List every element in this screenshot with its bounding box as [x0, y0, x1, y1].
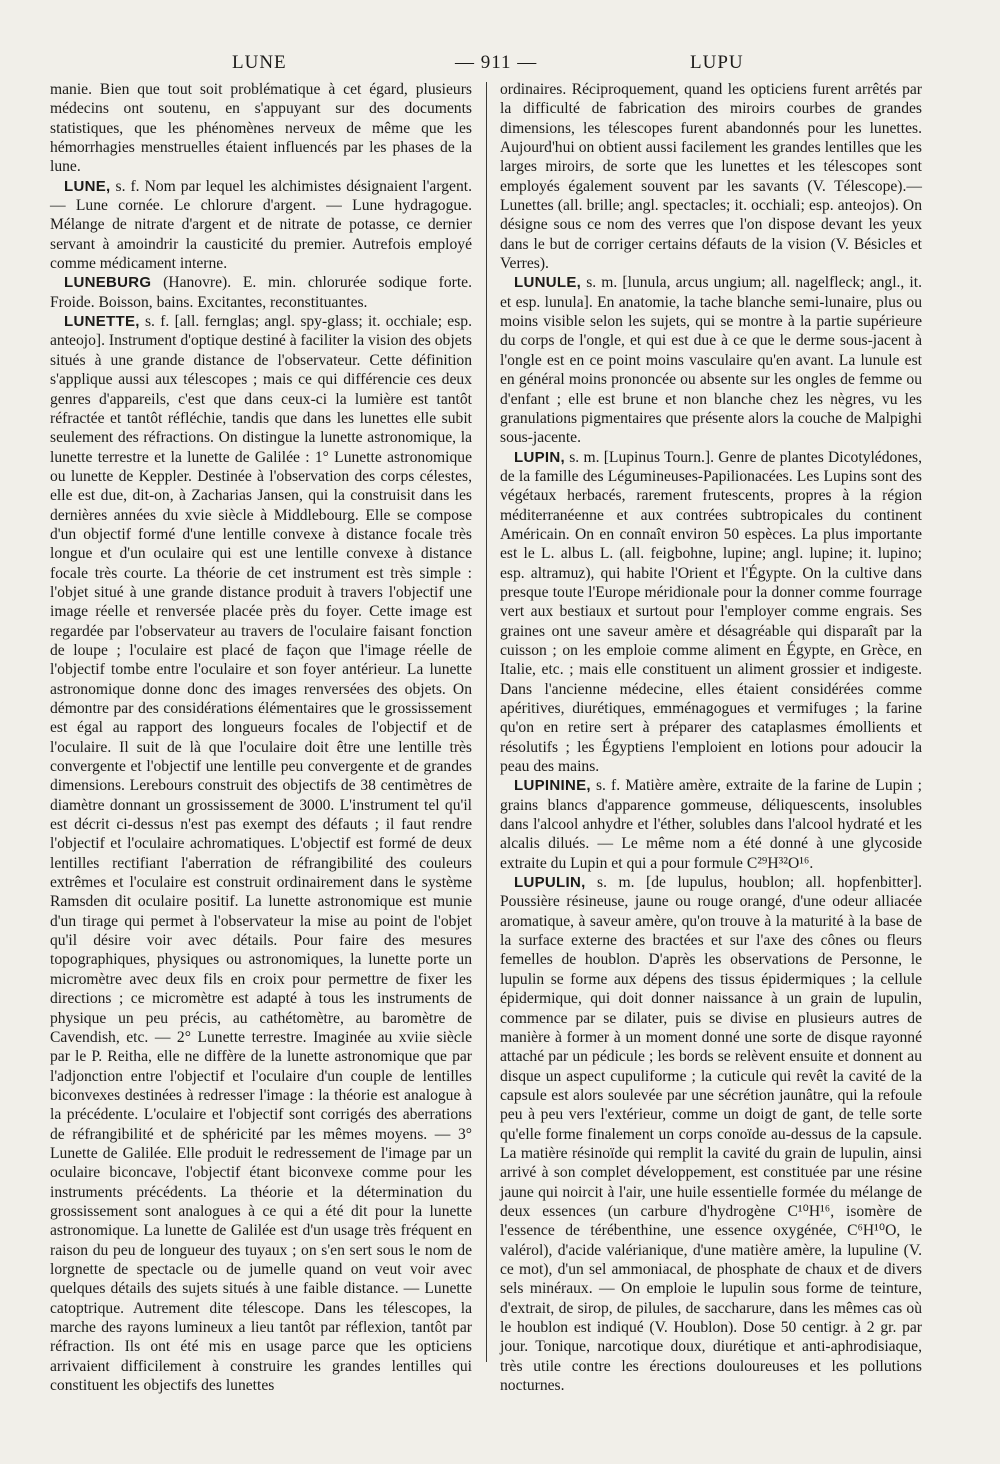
- left-column: [50, 80, 472, 1395]
- headword: LUNULE,: [514, 274, 582, 292]
- headword: LUNEBURG: [64, 274, 152, 292]
- headword: LUNETTE,: [64, 313, 140, 331]
- running-head-left: LUNE: [232, 52, 287, 73]
- page-number: — 911 —: [455, 52, 538, 73]
- running-head-right: LUPU: [690, 52, 744, 73]
- entry-text: s. m. [Lupinus Tourn.]. Genre de plantes Dicotylédones, de la famille des Légumineuses-Papilionacées. Les Lupins sont des végétaux herbacés, rarement frutescents, propres à la région méditerranéenne et aux contrées subtropicales du continent Américain. On en connaît environ 50 espèces. La plus importante est le L. albus L. (all. feigbohne, lupine; angl. lupine; it. lupino; esp. altramuz), qui habite l'Orient et l'Égypte. On la cultive dans presque toute l'Europe méridionale pour la donner comme fourrage vert aux bestiaux et surtout pour l'employer comme engrais. Ses graines ont une saveur amère et désagréable qui disparaît par la cuisson ; on les emploie comme aliment en Égypte, en Grèce, en Italie, etc. ; mais elle constituent un aliment grossier et indigeste. Dans l'ancienne médecine, elles étaient considérées comme apéritives, diurétiques, emménagogues et vermifuges ; la farine qu'on en retire sert à préparer des cataplasmes émollients et résolutifs ; les Égyptiens l'emploient en lotions pour adoucir la peau des mains.: [500, 448, 922, 776]
- headword: LUPIN,: [514, 448, 565, 466]
- entry-text: s. f. Nom par lequel les alchimistes désignaient l'argent. — Lune cornée. Le chlorure d'argent. — Lune hydragogue. Mélange de nitrate d'argent et de nitrate de potasse, ce dernier servant à amoindrir la causticité du premier. Autrefois employé comme médicament interne.: [50, 177, 472, 273]
- entry-continuation: ordinaires. Réciproquement, quand les opticiens furent arrêtés par la difficulté de fabrication des miroirs courbes de grandes dimensions, les télescopes furent abandonnés pour les lunettes. Aujourd'hui on obtient aussi facilement les grandes lentilles que les larges miroirs, de sorte que les lunettes et les télescopes sont employés également souvent par les savants (V. Télescope).— Lunettes (all. brille; angl. spectacles; it. occhiali; esp. anteojos). On désigne sous ce nom des verres que l'on dispose devant les yeux dans le but de corriger certains défauts de la vision (V. Bésicles et Verres).: [500, 81, 922, 273]
- entry-text: s. m. [lunula, arcus ungium; all. nagelfleck; angl., it. et esp. lunula]. En anatomie, la tache blanche semi-lunaire, plus ou moins visible selon les sujets, qui se montre à la partie supérieure du corps de l'ongle, et qui est due à ce que le derme sous-jacent à l'ongle est en ce point moins vasculaire qu'en avant. La lunule est en général moins prononcée ou absente sur les ongles de femme ou d'enfant ; elle est brune et non blanche chez les nègres, vu les granulations pigmentaires que présente alors la couche de Malpighi sous-jacente.: [500, 274, 922, 447]
- column-divider: [486, 82, 487, 1362]
- entry-text: s. f. [all. fernglas; angl. spy-glass; it. occhiale; esp. anteojo]. Instrument d'optique destiné à faciliter la vision des objets situés à une grande distance de l'observateur. Cette définition s'applique aussi aux télescopes ; mais ce qui différencie ces deux genres d'appareils, c'est que dans ceux-ci la lumière est tantôt réfractée et tantôt réfléchie, tandis que dans les lunettes elle subit seulement des réfractions. On distingue la lunette astronomique, la lunette terrestre et la lunette de Galilée : 1° Lunette astronomique ou lunette de Keppler. Destinée à l'observation des corps célestes, elle est due, dit-on, à Zacharias Jansen, qui la construisit dans les dernières années du xvie siècle à Middlebourg. Elle se compose d'un objectif formé d'une lentille convexe à distance focale très longue et d'un oculaire qui est une lentille convexe à distance focale très courte. La théorie de cet instrument est très simple : l'objet situé à une grande distance produit à travers l'objectif une image réelle et renversée placée près du foyer. Cette image est regardée par l'observateur au travers de l'oculaire faisant fonction de loupe ; l'oculaire est placé de façon que l'image réelle de l'objectif tombe entre l'oculaire et son foyer antérieur. La lunette astronomique donne donc des images renversées des objets. On démontre par des considérations élémentaires que le grossissement est égal au rapport des longueurs focales de l'objectif et de l'oculaire. Il suit de là que l'oculaire doit être une lentille très convergente et l'objectif une lentille peu convergente et de grandes dimensions. Lerebours construit des objectifs de 38 centimètres de diamètre donnant un grossissement de 3000. L'instrument tel qu'il est décrit ci-dessus n'est pas exempt des défauts ; il faut rendre l'objectif et l'oculaire achromatiques. L'objectif est formé de deux lentilles rectifiant l'aberration de réfrangibilité des couleurs extrêmes et l'oculaire est construit ordinairement dans le système Ramsden dit oculaire positif. La lunette astronomique est munie d'un tirage qui permet à l'observateur la mise au point de l'objet qu'il désire voir avec détails. Pour faire des mesures topographiques, physiques ou astronomiques, la lunette porte un micromètre avec deux fils en croix pour permettre de fixer les directions ; ce micromètre est adapté à tous les instruments de physique un peu précis, au cathétomètre, au baromètre de Cavendish, etc. — 2° Lunette terrestre. Imaginée au xviie siècle par le P. Reitha, elle ne diffère de la lunette astronomique que par l'adjonction entre l'objectif et l'oculaire d'un couple de lentilles biconvexes destinées à redresser l'image : la théorie est analogue à la précédente. L'oculaire et l'objectif sont corrigés des aberrations de réfrangibilité et de sphéricité par les mêmes moyens. — 3° Lunette de Galilée. Elle produit le redressement de l'image par un oculaire biconcave, l'objectif étant biconvexe comme pour les instruments précédents. La théorie et la détermination du grossissement sont analogues à ce qui a été dit pour la lunette astronomique. La lunette de Galilée est d'un usage très fréquent en raison du peu de longueur des tuyaux ; on s'en sert sous le nom de lorgnette de spectacle ou de jumelle quand on veut voir avec quelques détails des sujets situés à une faible distance. — Lunette catoptrique. Autrement dite télescope. Dans les télescopes, la marche des rayons lumineux a lieu tantôt par réflexion, tantôt par réfraction. Ils ont été mis en usage parce que les opticiens arrivaient difficilement à construire les grandes lentilles qui constituent les objectifs des lunettes: [50, 313, 472, 1395]
- headword: LUNE,: [64, 177, 111, 195]
- entry-text: s. f. Matière amère, extraite de la farine de Lupin ; grains blancs d'apparence gommeuse, déliquescents, insolubles dans l'alcool anhydre et l'éther, solubles dans l'alcool hydraté et les alcalis dilués. — Le même nom a été donné à une glycoside extraite du Lupin et qui a pour formule C²⁹H³²O¹⁶.: [500, 777, 922, 872]
- headword: LUPININE,: [514, 777, 591, 795]
- entry-continuation: manie. Bien que tout soit problématique à cet égard, plusieurs médecins ont soutenu, en s'appuyant sur des documents statistiques, que les phénomènes nerveux de même que les hémorrhagies menstruelles étaient influencés par les phases de la lune.: [50, 81, 472, 176]
- entry-text: s. m. [de lupulus, houblon; all. hopfenbitter]. Poussière résineuse, jaune ou rouge orangé, d'une odeur alliacée aromatique, à saveur amère, qu'on trouve à la maturité à la base de la surface externe des bractées et sur l'axe des cônes ou fleurs femelles de houblon. D'après les observations de Personne, le lupulin se forme aux dépens des tissus épidermiques ; la cellule épidermique, qui doit donner naissance à un grain de lupulin, commence par se dilater, puis se divise en plusieurs autres de manière à former à un moment donné une sorte de disque rayonné attaché par un pédicule ; les bords se relèvent ensuite et donnent au disque un aspect cupuliforme ; la cuticule qui revêt la cavité de la capsule est alors soulevée par une sécrétion jaunâtre, qui la refoule peu à peu vers l'extérieur, comme un doigt de gant, de telle sorte qu'elle forme finalement un corps conoïde au-dessus de la capsule. La matière résinoïde qui remplit la cavité du grain de lupulin, ainsi arrivé à son complet développement, est constituée par une résine jaune qui noircit à l'air, une huile essentielle formée du mélange de deux essences (un carbure d'hydrogène C¹⁰H¹⁶, isomère de l'essence de térébenthine, une essence oxygénée, C⁶H¹⁰O, le valérol), d'acide valérianique, d'une matière amère, la lupuline (V. ce mot), d'un sel ammoniacal, de phosphate de chaux et de divers sels minéraux. — On emploie le lupulin sous forme de teinture, d'extrait, de sirop, de pilules, de saccharure, dans les mêmes cas où le houblon est indiqué (V. Houblon). Dose 50 centigr. à 2 gr. par jour. Tonique, narcotique doux, diurétique et anti-aphrodisiaque, très utile contre les érections douloureuses et les pollutions nocturnes.: [500, 874, 922, 1395]
- entry-lupin: [500, 448, 922, 777]
- headword: LUPULIN,: [514, 874, 586, 892]
- right-column: [500, 80, 922, 1395]
- entry-lunette: [50, 312, 472, 1395]
- entry-lunule: [500, 273, 922, 447]
- entry-lupinine: [500, 776, 922, 873]
- entry-lupulin: [500, 873, 922, 1395]
- entry-luneburg: [50, 273, 472, 312]
- entry-lune: [50, 177, 472, 274]
- entry-text: (Hanovre). E. min. chlorurée sodique forte. Froide. Boisson, bains. Excitantes, reconstituantes.: [50, 274, 472, 311]
